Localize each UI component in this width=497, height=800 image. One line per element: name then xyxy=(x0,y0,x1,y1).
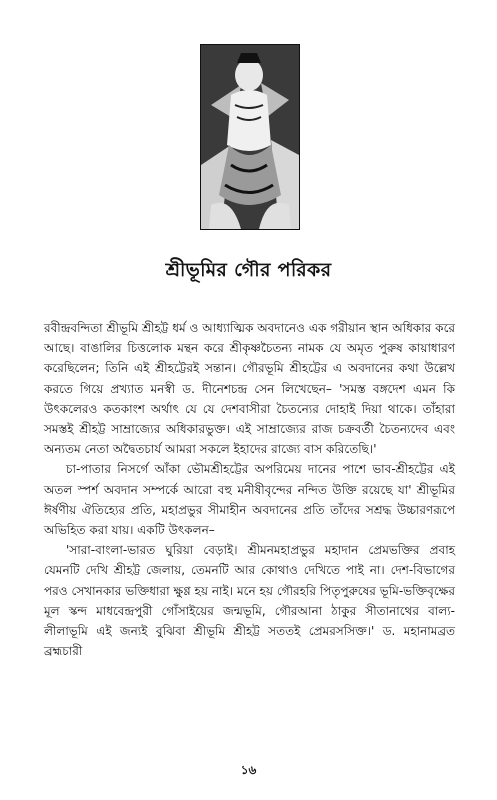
paragraph: 'সারা-বাংলা-ভারত ঘুরিয়া বেড়াই। শ্রীমনমহাপ্রভুর মহাদান প্রেমভক্তির প্রবাহ যেমনটি দেখি শ্রীহট্ট জেলায়, তেমনটি আর কোথাও দেখিতে পাই না। দেশ-বিভাগের পরও সেখানকার ভক্তিধারা ক্ষুণ্ণ হয় নাই। মনে হয় গৌরহরি পিতৃপুরুষের ভূমি-ভক্তিবৃক্ষের মূল স্কন্দ মাধবেন্দ্রপুরী গোঁসাইয়ের জন্মভূমি, গৌরআনা ঠাকুর সীতানাথের বাল্য-লীলাভূমি এই জন্যই বুঝিবা শ্রীভূমি শ্রীহট্ট সততই প্রেমরসসিক্ত।' ড. মহানামব্রত ব্রহ্মচারী xyxy=(44,543,455,659)
figure-drawing-icon xyxy=(201,45,299,229)
chapter-title: শ্রীভূমির গৌর পরিকর xyxy=(165,259,332,281)
page-number: ১৬ xyxy=(240,763,257,777)
chapter-illustration xyxy=(200,44,300,230)
paragraph: চা-পাতার নিসর্গে আঁকা ভৌমশ্রীহট্টের অপরিমেয় দানের পাশে ভাব-শ্রীহট্টের এই অতল স্পর্শ অবদান সম্পর্কে আরো বহু মনীষীবৃন্দের নন্দিত উক্তি রয়েছে যা' শ্রীভূমির ঈর্ষণীয় ঐতিহ্যের প্রতি, মহাপ্রভুর সীমাহীন অবদানের প্রতি তাঁদের সশ্রদ্ধ উচ্চারণরূপে অভিহিত করা যায়। একটি উৎকলন– xyxy=(44,462,455,538)
body-text xyxy=(44,318,455,661)
paragraph: রবীন্দ্রবন্দিতা শ্রীভূমি শ্রীহট্ট ধর্ম ও আধ্যাত্মিক অবদানেও এক গরীয়ান স্থান অধিকার করে আছে। বাঙালির চিত্তলোক মন্থন করে শ্রীকৃষ্ণচৈতন্য নামক যে অমৃত পুরুষ কায়াধারণ করেছিলেন; তিনি এই শ্রীহট্টেরই সন্তান। গৌরভূমি শ্রীহট্টের এ অবদানের কথা উল্লেখ করতে গিয়ে প্রখ্যাত মনস্বী ড. দীনেশচন্দ্র সেন লিখেছেন– 'সমস্ত বঙ্গদেশ এমন কি উৎকলেরও কতকাংশ অর্থাৎ যে যে দেশবাসীরা চৈতন্যের দোহাই দিয়া থাকে। তাঁহারা সমস্তই শ্রীহট্ট সাম্রাজ্যের অধিকারভুক্ত। এই সাম্রাজ্যের রাজ চক্রবর্তী চৈতন্যদেব এবং অন্যতম নেতা অদ্বৈতচার্য আমরা সকলে ইহাদের রাজ্যে বাস করিতেছি।' xyxy=(44,321,455,457)
